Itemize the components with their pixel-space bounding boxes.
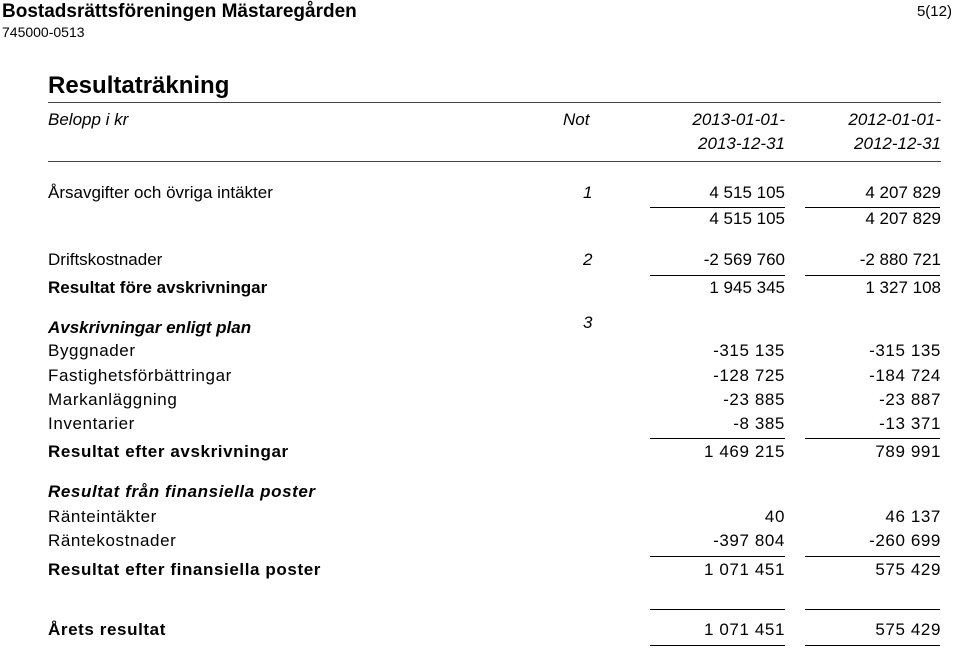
organization-name: Bostadsrättsföreningen Mästaregården: [2, 1, 357, 22]
underline: [805, 207, 940, 208]
underline: [805, 609, 940, 610]
underline: [650, 609, 785, 610]
table-row: [48, 414, 941, 436]
row-previous-value: -315 135: [869, 341, 941, 360]
underline: [805, 556, 940, 557]
underline: [650, 207, 785, 208]
underline: [650, 556, 785, 557]
row-current-value: -397 804: [713, 531, 785, 550]
row-label: Årets resultat: [48, 620, 166, 639]
table-row: [48, 341, 941, 363]
row-previous-value: 4 207 829: [865, 209, 941, 228]
title-rule: [48, 102, 941, 103]
note-column-header: Not: [563, 110, 590, 129]
column-header-row: [48, 110, 941, 132]
underline: [650, 275, 785, 276]
row-label: Resultat efter avskrivningar: [48, 442, 289, 461]
row-previous-value: 46 137: [885, 507, 941, 526]
row-current-value: 1 469 215: [703, 442, 785, 461]
table-row: [48, 507, 941, 529]
row-current-value: 1 945 345: [709, 278, 785, 297]
row-label: Årsavgifter och övriga intäkter: [48, 183, 273, 202]
row-previous-value: -23 887: [879, 390, 941, 409]
row-previous-value: -13 371: [879, 414, 941, 433]
table-row: [48, 531, 941, 553]
row-previous-value: -2 880 721: [859, 250, 941, 269]
column-header-row-2: [48, 134, 941, 156]
table-row: [48, 390, 941, 412]
row-current-value: -23 885: [723, 390, 785, 409]
row-label: Inventarier: [48, 414, 135, 433]
row-label: Resultat före avskrivningar: [48, 278, 268, 297]
current-period-end: 2013-12-31: [698, 134, 785, 153]
row-current-value: -315 135: [713, 341, 785, 360]
row-label: Fastighetsförbättringar: [48, 366, 232, 385]
row-current-value: -2 569 760: [703, 250, 785, 269]
subtotal-row: [48, 442, 941, 464]
page-title: Resultaträkning: [48, 72, 230, 99]
section-heading-label: Resultat från finansiella poster: [48, 482, 316, 501]
row-previous-value: -184 724: [869, 366, 941, 385]
section-heading: [48, 313, 941, 340]
underline: [805, 275, 940, 276]
header-rule: [48, 161, 941, 162]
row-label: Resultat efter finansiella poster: [48, 560, 321, 579]
amount-column-header: Belopp i kr: [48, 110, 129, 129]
subtotal-row: [48, 278, 941, 300]
row-previous-value: 789 991: [875, 442, 941, 461]
underline: [650, 438, 785, 439]
row-current-value: 4 515 105: [709, 183, 785, 202]
subtotal-row: [48, 209, 941, 231]
row-note: 2: [583, 250, 593, 269]
row-label: Driftskostnader: [48, 250, 163, 269]
row-current-value: 4 515 105: [709, 209, 785, 228]
row-label: Byggnader: [48, 341, 136, 360]
row-previous-value: 575 429: [875, 620, 941, 639]
underline: [805, 438, 940, 439]
row-current-value: 40: [764, 507, 785, 526]
section-heading-label: Avskrivningar enligt plan: [48, 318, 252, 337]
current-period-start: 2013-01-01-: [692, 110, 785, 129]
row-current-value: -128 725: [713, 366, 785, 385]
previous-period-end: 2012-12-31: [854, 134, 941, 153]
organization-number: 745000-0513: [2, 24, 85, 40]
previous-period-start: 2012-01-01-: [848, 110, 941, 129]
row-previous-value: 1 327 108: [865, 278, 941, 297]
double-underline: [650, 645, 785, 646]
row-current-value: -8 385: [733, 414, 785, 433]
row-current-value: 1 071 451: [703, 620, 785, 639]
row-previous-value: 4 207 829: [865, 183, 941, 202]
page-number: 5(12): [916, 3, 952, 20]
subtotal-row: [48, 560, 941, 582]
total-row: [48, 620, 941, 642]
row-label: Räntekostnader: [48, 531, 177, 550]
row-note: 3: [583, 313, 593, 332]
section-heading: [48, 482, 941, 504]
row-previous-value: -260 699: [869, 531, 941, 550]
row-current-value: 1 071 451: [703, 560, 785, 579]
row-previous-value: 575 429: [875, 560, 941, 579]
double-underline: [805, 645, 940, 646]
table-row: [48, 366, 941, 388]
row-note: 1: [583, 183, 593, 202]
table-row: [48, 250, 941, 272]
row-label: Markanläggning: [48, 390, 178, 409]
row-label: Ränteintäkter: [48, 507, 157, 526]
table-row: [48, 183, 941, 205]
